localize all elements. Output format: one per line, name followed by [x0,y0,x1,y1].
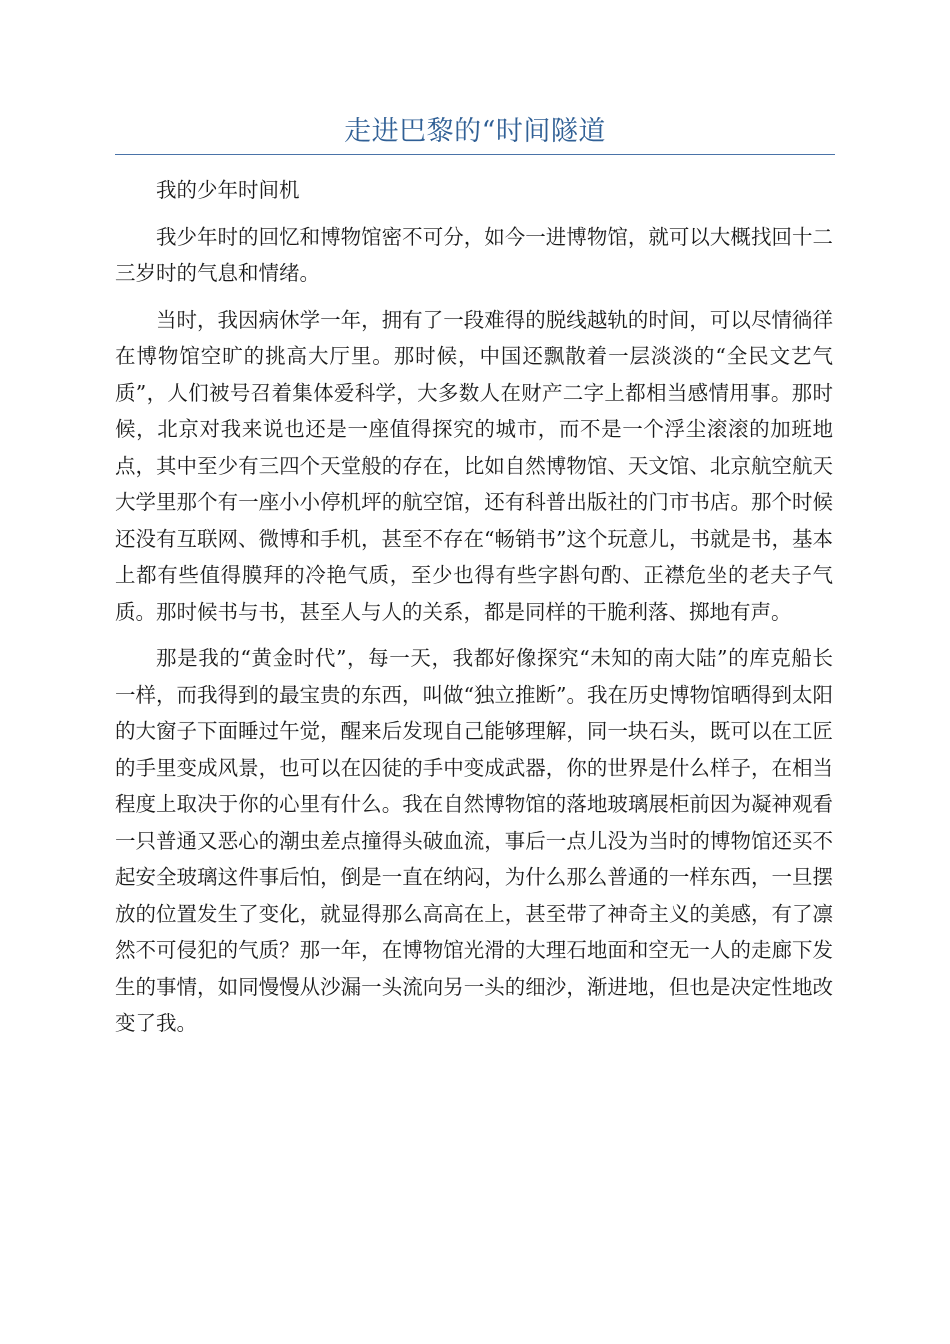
paragraph-1: 我少年时的回忆和博物馆密不可分，如今一进博物馆，就可以大概找回十二三岁时的气息和情绪。 [115,224,833,285]
section-subheading: 我的少年时间机 [156,178,300,202]
paragraph-2: 当时，我因病休学一年，拥有了一段难得的脱线越轨的时间，可以尽情徜徉在博物馆空旷的挑高大厅里。那时候，中国还飘散着一层淡淡的“全民文艺气质”，人们被号召着集体爱科学，大多数人在财产二字上都相当感情用事。那时候，北京对我来说也还是一座值得探究的城市，而不是一个浮尘滚滚的加班地点，其中至少有三四个天堂般的存在，比如自然博物馆、天文馆、北京航空航天大学里那个有一座小小停机坪的航空馆，还有科普出版社的门市书店。那个时候还没有互联网、微博和手机，甚至不存在“畅销书”这个玩意儿，书就是书，基本上都有些值得膜拜的冷艳气质，至少也得有些字斟句酌、正襟危坐的老夫子气质。那时候书与书，甚至人与人的关系，都是同样的干脆利落、掷地有声。 [115,307,833,624]
paragraph-3: 那是我的“黄金时代”，每一天，我都好像探究“未知的南大陆”的库克船长一样，而我得到的最宝贵的东西，叫做“独立推断”。我在历史博物馆晒得到太阳的大窗子下面睡过午觉，醒来后发现自己能够理解，同一块石头，既可以在工匠的手里变成风景，也可以在囚徒的手中变成武器，你的世界是什么样子，在相当程度上取决于你的心里有什么。我在自然博物馆的落地玻璃展柜前因为凝神观看一只普通又恶心的潮虫差点撞得头破血流，事后一点儿没为当时的博物馆还买不起安全玻璃这件事后怕，倒是一直在纳闷，为什么那么普通的一样东西，一旦摆放的位置发生了变化，就显得那么高高在上，甚至带了神奇主义的美感，有了凛然不可侵犯的气质？那一年，在博物馆光滑的大理石地面和空无一人的走廊下发生的事情，如同慢慢从沙漏一头流向另一头的细沙，渐进地，但也是决定性地改变了我。 [115,646,833,1035]
document-body [115,172,833,1052]
document-title: 走进巴黎的“时间隧道 [344,116,606,147]
title-underline [115,154,835,155]
